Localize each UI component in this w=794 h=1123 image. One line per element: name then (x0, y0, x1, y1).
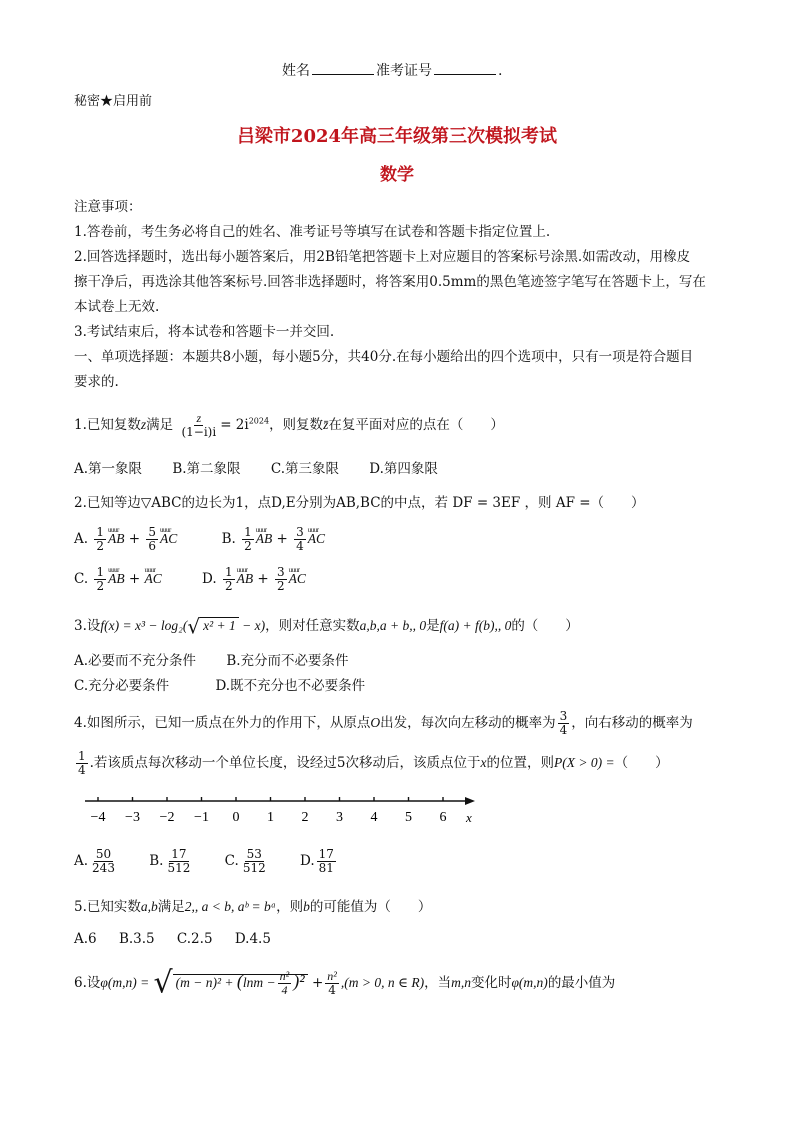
q3-mid2: 是 (426, 618, 440, 634)
opt-label: C. (224, 853, 239, 869)
opt-label: B. (221, 531, 236, 547)
q1-exp: 2024 (248, 416, 270, 426)
frac-num: n² (327, 969, 337, 983)
name-label: 姓名 (282, 63, 310, 79)
opt-label: D. (300, 853, 315, 869)
coef (94, 566, 106, 593)
q3-vars: a,b,a + b,, 0 (359, 618, 427, 633)
id-label: 准考证号 (376, 63, 432, 79)
q6-cond: ,(m > 0, n ∈ R) (340, 975, 425, 990)
q1-prefix: 1.已知复数 (74, 417, 141, 433)
frac-num: z (196, 411, 202, 425)
q6-suffix2: 变化时 (470, 975, 512, 991)
option-b[interactable]: B.充分而不必要条件 (226, 653, 349, 669)
coef-den: 4 (296, 539, 304, 553)
q5-cond: 2,, a < b, aᵇ = bᵃ (184, 899, 277, 914)
coef-den: 2 (277, 579, 285, 593)
q6-frac2 (325, 970, 339, 997)
coef (146, 526, 158, 553)
coef-num: 1 (244, 525, 252, 539)
q4-text: 4.如图所示，已知一质点在外力的作用下，从原点 (74, 715, 371, 731)
q3-radicand: x² + 1 (200, 617, 239, 633)
option-b[interactable] (149, 848, 194, 875)
axis-tick-label: 6 (439, 810, 447, 825)
opt-label: C. (74, 571, 89, 587)
q5-suffix: ，则 (276, 899, 304, 915)
coef (242, 526, 254, 553)
id-blank[interactable] (434, 62, 496, 75)
q6-plus: + (311, 975, 324, 991)
coef (94, 526, 106, 553)
question-4-cont (74, 750, 669, 777)
question-4 (74, 710, 693, 737)
q5-prefix: 5.已知实数 (74, 899, 141, 915)
q4-text: 出发，每次向左移动的概率为 (380, 715, 556, 731)
frac-num: 17 (171, 847, 187, 861)
q6-suffix3: 的最小值为 (547, 975, 616, 991)
question-1 (74, 412, 504, 439)
frac-num: 17 (318, 847, 334, 861)
vector: uuur AC (308, 530, 325, 548)
sqrt-icon: √ (153, 965, 173, 1001)
coef-num: 5 (148, 525, 157, 539)
q6-suffix: ，当 (424, 975, 452, 991)
option-d[interactable] (300, 848, 338, 875)
option-a[interactable]: A.必要而不充分条件 (74, 653, 197, 669)
coef-den: 2 (96, 539, 104, 553)
option-a[interactable]: A. $\frac{1}{2}$ uuur AB + $\frac{5}{6}$ uuur AC (74, 526, 177, 553)
frac-den: 4 (78, 763, 86, 777)
option-c[interactable]: C.充分必要条件 (74, 678, 170, 694)
axis-tick-label: 3 (336, 810, 343, 825)
notice-heading: 注意事项： (74, 199, 142, 215)
axis-tick-label: −2 (159, 810, 175, 825)
q3-mid: ，则对任意实数 (265, 618, 360, 634)
q6-radicand (173, 969, 308, 998)
q5-suffix2: 的可能值为（ ） (309, 899, 432, 915)
option-c[interactable]: C.2.5 (176, 931, 213, 947)
vector: uuur AC (144, 570, 161, 588)
option-d[interactable]: D.既不充分也不必要条件 (215, 678, 366, 694)
vector: uuur AB (108, 570, 125, 588)
frac-den: 512 (242, 861, 266, 875)
var-z-bar: z̄ (323, 417, 329, 432)
coef-den: 2 (224, 579, 233, 593)
frac-num: 50 (95, 847, 112, 861)
opt-frac (90, 848, 117, 875)
axis-tick-label: 0 (232, 810, 240, 825)
axis-tick-label: −3 (125, 810, 140, 825)
q6-phi2: φ(m,n) (511, 975, 548, 990)
q6-ln: lnm − (242, 975, 276, 990)
q4-prob: P(X > 0) = (554, 755, 615, 770)
axis-x-label: x (466, 810, 472, 825)
option-b[interactable]: B.第二象限 (172, 461, 241, 477)
q3-func-end: − x) (238, 618, 266, 633)
frac-num: 53 (246, 847, 262, 861)
option-a[interactable]: A.第一象限 (74, 461, 143, 477)
notice-item: 1.答卷前，考生务必将自己的姓名、准考证号等填写在试卷和答题卡指定位置上. (74, 224, 551, 240)
notice-item: 本试卷上无效. (74, 299, 160, 315)
coef-den: 2 (96, 579, 105, 593)
notice-item: 3.考试结束后，将本试卷和答题卡一并交回. (74, 324, 335, 340)
q3-func: f(x) = x³ − log₂( (100, 618, 188, 633)
frac-den: 512 (167, 861, 191, 875)
axis-arrow-icon (465, 797, 475, 805)
prob-right (76, 750, 88, 777)
axis-tick-label: 2 (301, 810, 309, 825)
q3-options-row1 (74, 652, 375, 670)
origin-symbol: O (370, 715, 381, 730)
coef-num: 1 (96, 565, 105, 579)
option-d[interactable]: D.第四象限 (369, 461, 438, 477)
option-d[interactable]: D.4.5 (234, 931, 271, 947)
frac-den: 4 (281, 983, 288, 998)
frac-num: 3 (559, 709, 568, 723)
q5-options (74, 930, 289, 948)
exam-title: 吕梁市2024年高三年级第三次模拟考试 (236, 126, 558, 147)
question-2: 2.已知等边▽ABC的边长为1，点D,E分别为AB,BC的中点，若 DF = 3EF ，则 AF =（ ） (74, 495, 645, 511)
coef-den: 6 (148, 539, 157, 553)
section-instructions: 一、单项选择题：本题共8小题，每小题5分，共40分.在每小题给出的四个选项中，只有一项是符合题目 (74, 349, 694, 365)
frac-num: 1 (78, 749, 86, 763)
opt-label: A. (74, 853, 89, 869)
notice-item: 2.回答选择题时，选出每小题答案后，用2B铅笔把答题卡上对应题目的答案标号涂黑.如需改动，用橡皮 (74, 249, 691, 265)
coef (275, 566, 287, 593)
subject-title: 数学 (380, 165, 414, 185)
frac-den: 81 (318, 861, 334, 875)
q3-prefix: 3.设 (74, 618, 101, 634)
frac-den: 4 (328, 983, 336, 997)
q3-options-row2 (74, 677, 391, 695)
q1-suffix: ，则复数 (269, 417, 324, 433)
q4-text: ，向右移动的概率为 (571, 715, 693, 731)
q4-text: （ ） (614, 755, 669, 771)
opt-frac (241, 848, 268, 875)
paren-icon: ( (236, 971, 243, 991)
q1-fraction (179, 412, 218, 439)
vector: uuur AC (160, 530, 177, 548)
frac-den: 243 (92, 861, 115, 875)
name-blank[interactable] (312, 62, 374, 75)
frac-den: 4 (559, 723, 568, 737)
q1-eq: = 2i (220, 417, 249, 433)
option-b[interactable]: B.3.5 (118, 931, 155, 947)
vector: uuur AB (256, 530, 273, 548)
option-d[interactable]: D. $\frac{1}{2}$ uuur AB + $\frac{3}{2}$ uuur AC (202, 566, 306, 593)
opt-frac (165, 848, 192, 875)
q6-mn: m,n (451, 975, 471, 990)
question-3 (74, 614, 579, 639)
q5-b: b (303, 899, 310, 914)
coef-den: 2 (244, 539, 252, 553)
q4-text: 的位置，则 (486, 755, 555, 771)
axis-tick-label: 1 (267, 810, 274, 825)
opt-label: A. (74, 531, 89, 547)
q1-options (74, 460, 464, 478)
axis-tick-label: 4 (370, 810, 378, 825)
frac-den: (1−i)i (181, 425, 217, 439)
q6-frac (278, 970, 292, 997)
header-end: . (498, 63, 503, 79)
q6-rad1: (m − n)² + (175, 975, 234, 990)
q1-mid: 满足 (146, 417, 174, 433)
vector: uuur AB (108, 530, 125, 548)
question-6 (74, 965, 616, 1001)
sqrt-icon: √ (187, 614, 201, 639)
secret-mark: 秘密★启用前 (74, 94, 153, 109)
option-c[interactable]: C. $\frac{1}{2}$ uuur AB + uuur AC (74, 566, 162, 593)
question-5 (74, 898, 431, 916)
opt-label: B. (149, 853, 164, 869)
vector: uuur AC (289, 570, 306, 588)
q4-text: .若该质点每次移动一个单位长度，设经过5次移动后，该质点位于 (89, 755, 481, 771)
vector: uuur AB (237, 570, 254, 588)
coef-num: 1 (224, 565, 233, 579)
opt-label: D. (202, 571, 217, 587)
q4-xvar: x (480, 755, 487, 770)
axis-tick-label: 5 (405, 810, 412, 825)
paren-icon: )² (293, 971, 305, 991)
q3-suffix: 的（ ） (511, 618, 579, 634)
axis-tick-label: −4 (90, 810, 106, 825)
q6-phi: φ(m,n) = (100, 975, 150, 990)
section-instructions: 要求的. (74, 374, 119, 390)
candidate-header (282, 62, 502, 80)
option-c[interactable] (225, 848, 270, 875)
q5-vars: a,b (140, 899, 158, 914)
number-line (80, 788, 480, 828)
q6-prefix: 6.设 (74, 975, 101, 991)
coef (294, 526, 306, 553)
notice-item: 擦干净后，再选涂其他答案标号.回答非选择题时，将答案用0.5mm的黑色笔迹签字笔写在答题卡上，写在 (74, 274, 706, 290)
q1-suffix2: 在复平面对应的点在（ ） (328, 417, 504, 433)
q2-options-row2 (74, 566, 332, 593)
option-c[interactable]: C.第三象限 (270, 461, 339, 477)
coef (223, 566, 235, 593)
q5-mid: 满足 (157, 899, 185, 915)
coef-num: 1 (96, 525, 104, 539)
option-a[interactable]: A.6 (74, 931, 97, 947)
opt-frac (317, 848, 336, 875)
option-b[interactable]: B. $\frac{1}{2}$ uuur AB + $\frac{3}{4}$ uuur AC (222, 526, 325, 553)
prob-left (558, 710, 570, 737)
q2-options-row1 (74, 526, 351, 553)
q4-options (74, 848, 364, 875)
coef-num: 3 (277, 565, 285, 579)
frac-num: n² (279, 969, 290, 984)
coef-num: 3 (296, 525, 304, 539)
q3-expr: f(a) + f(b),, 0 (439, 618, 512, 633)
axis-tick-label: −1 (194, 810, 209, 825)
var-z: z (140, 417, 147, 432)
option-a[interactable] (74, 848, 119, 875)
